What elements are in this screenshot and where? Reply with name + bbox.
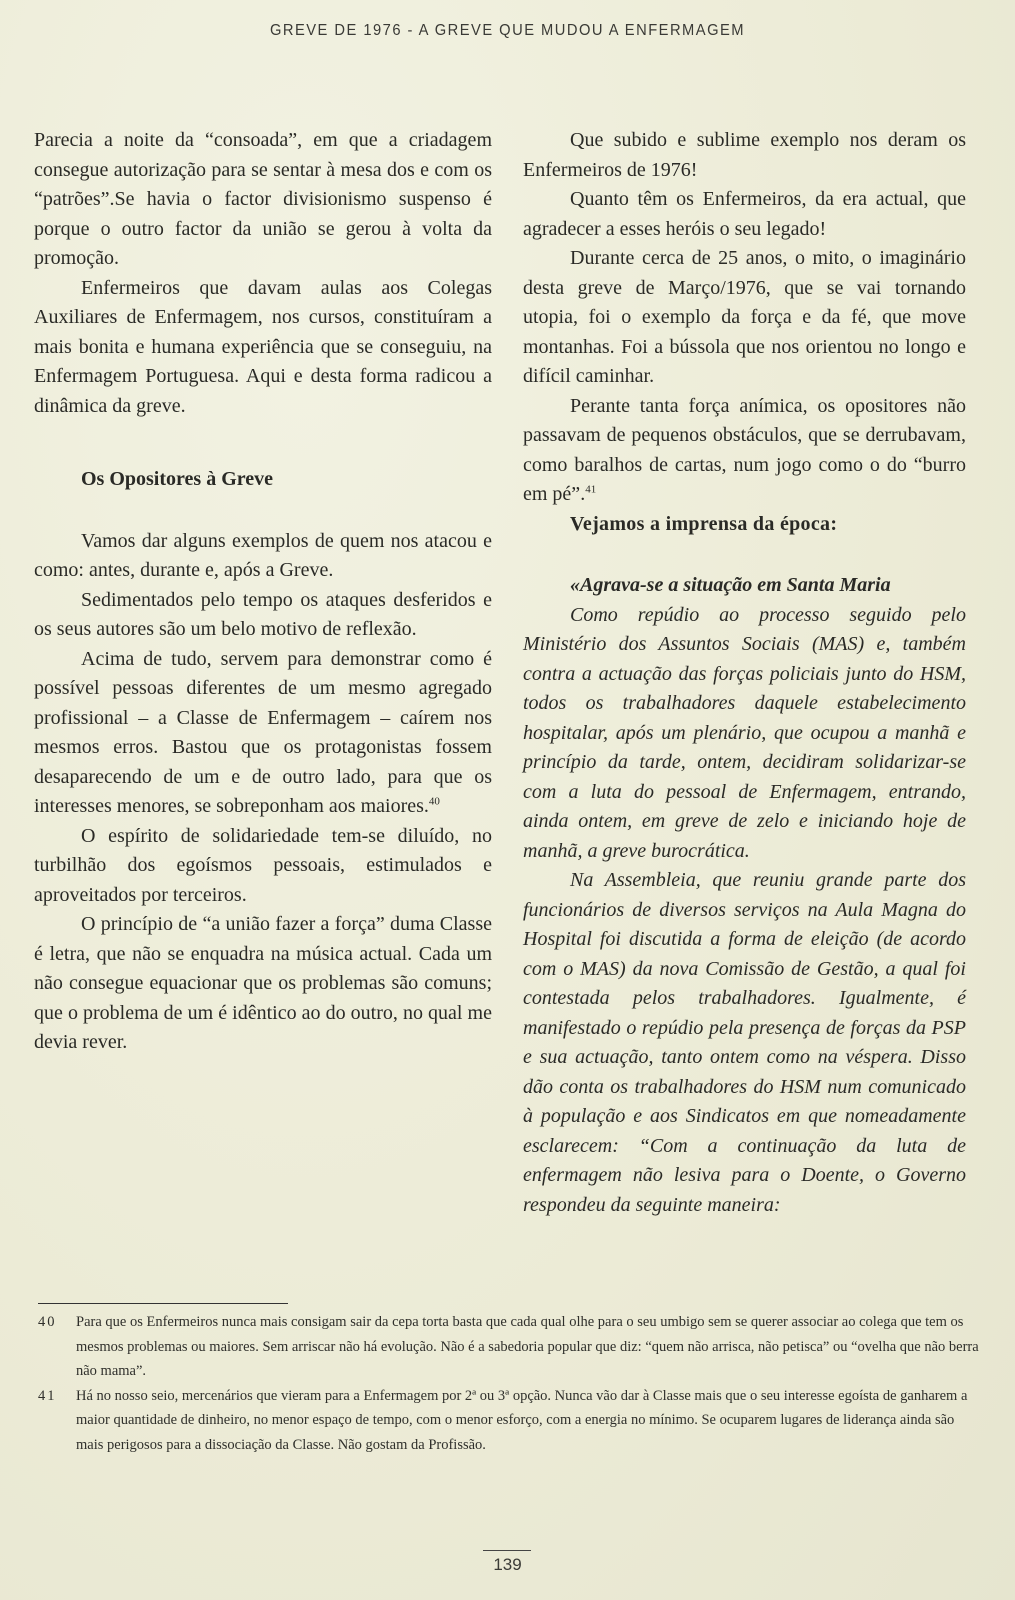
paragraph: Sedimentados pelo tempo os ataques desferidos e os seus autores são um belo motivo de reflexão. — [34, 588, 492, 640]
paragraph-text: Perante tanta força anímica, os opositores não passavam de pequenos obstáculos, que se derrubavam, como baralhos de cartas, num jogo como o do “burro em pé”. — [523, 394, 966, 505]
paragraph: O princípio de “a união fazer a força” duma Classe é letra, que não se enquadra na música actual. Cada um não consegue equacionar que os problemas são comuns; que o problema de um é idêntico ao do outro, no qual me devia rever. — [34, 913, 492, 1053]
left-column — [34, 126, 492, 1058]
footnote — [38, 1310, 980, 1384]
paragraph: Durante cerca de 25 anos, o mito, o imaginário desta greve de Março/1976, que se vai tornando utopia, foi o exemplo da força e da fé, que move montanhas. Foi a bússola que nos orientou no longo e difícil caminhar. — [523, 247, 966, 387]
paragraph: Que subido e sublime exemplo nos deram os Enfermeiros de 1976! — [523, 129, 966, 181]
footnote — [38, 1384, 980, 1458]
footnote-text: Há no nosso seio, mercenários que vieram para a Enfermagem por 2ª ou 3ª opção. Nunca vão dar à Classe mais que o seu interesse egoísta de ganharem a maior quantidade de dinheiro, no menor espaço de tempo, com o menor esforço, com a energia no mínimo. Se ocuparem lugares de liderança ainda são mais perigosos para a dissociação da Classe. Não gostam da Profissão. — [76, 1387, 968, 1453]
page-number-divider — [483, 1550, 531, 1551]
footnote-text: Para que os Enfermeiros nunca mais consigam sair da cepa torta basta que cada qual olhe para o seu umbigo sem se querer associar ao colega que tem os mesmos problemas ou maiores. Sem arriscar não há evolução. Não é a sabedoria popular que diz: “quem não arrisca, não petisca” ou “ovelha que não berra não mama”. — [76, 1314, 979, 1379]
paragraph: Enfermeiros que davam aulas aos Colegas Auxiliares de Enfermagem, nos cursos, constituíram a mais bonita e humana experiência que se conseguiu, na Enfermagem Portuguesa. Aqui e desta forma radicou a dinâmica da greve. — [34, 276, 492, 417]
right-column — [523, 126, 966, 1220]
press-title: «Agrava-se a situação em Santa Maria — [570, 574, 891, 596]
footnote-ref[interactable]: 41 — [585, 483, 597, 496]
footnotes — [38, 1310, 980, 1457]
subheading: Vejamos a imprensa da época: — [570, 512, 838, 535]
paragraph: Vamos dar alguns exemplos de quem nos atacou e como: antes, durante e, após a Greve. — [34, 529, 492, 581]
press-paragraph: Na Assembleia, que reuniu grande parte dos funcionários de diversos serviços na Aula Magna do Hospital foi discutida a forma de eleição (de acordo com o MAS) da nova Comissão de Gestão, a qual foi contestada pelos trabalhadores. Igualmente, é manifestado o repúdio pela presença de forças da PSP e sua actuação, tanto ontem como na véspera. Disso dão conta os trabalhadores do HSM num comunicado à população e aos Sindicatos em que nomeadamente esclarecem: “Com a continuação da luta de enfermagem não lesiva para o Doente, o Governo respondeu da seguinte maneira: — [523, 869, 966, 1216]
footnote-divider — [38, 1303, 288, 1304]
footnote-number: 40 — [38, 1314, 57, 1330]
paragraph — [523, 392, 966, 510]
paragraph — [34, 645, 492, 822]
page-number: 139 — [493, 1555, 522, 1574]
paragraph-text: Acima de tudo, servem para demonstrar como é possível pessoas diferentes de um mesmo agregado profissional – a Classe de Enfermagem – caírem nos mesmos erros. Bastou que os protagonistas fossem desaparecendo de um e de outro lado, para que os interesses menores, se sobreponham aos maiores. — [34, 647, 492, 817]
running-head: GREVE DE 1976 - A GREVE QUE MUDOU A ENFERMAGEM — [269, 22, 746, 39]
paragraph: Quanto têm os Enfermeiros, da era actual, que agradecer a esses heróis o seu legado! — [523, 188, 966, 240]
paragraph: O espírito de solidariedade tem-se diluído, no turbilhão dos egoísmos pessoais, estimulados e aproveitados por terceiros. — [34, 824, 492, 906]
press-paragraph: Como repúdio ao processo seguido pelo Ministério dos Assuntos Sociais (MAS) e, também contra a actuação das forças policiais junto do HSM, todos os trabalhadores daquele estabelecimento hospitalar, após um plenário, que ocupou a manhã e princípio da tarde, ontem, decidiram solidarizar-se com a luta do pessoal de Enfermagem, entrando, ainda ontem, em greve de zelo e iniciando hoje de manhã, a greve burocrática. — [523, 603, 966, 862]
footnote-number: 41 — [38, 1387, 57, 1404]
footnote-ref[interactable]: 40 — [428, 795, 440, 808]
section-heading: Os Opositores à Greve — [81, 468, 274, 490]
paragraph: Parecia a noite da “consoada”, em que a criadagem consegue autorização para se sentar à mesa dos e com os “patrões”.Se havia o factor divisionismo suspenso é porque o outro factor da união se gerou à volta da promoção. — [34, 129, 492, 269]
